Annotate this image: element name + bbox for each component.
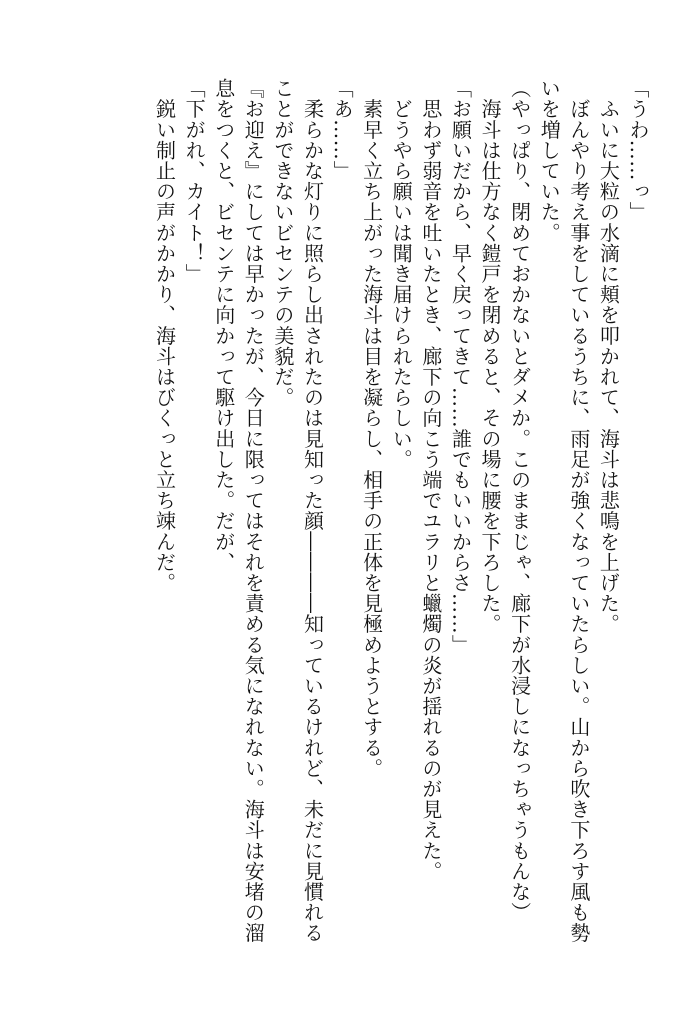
text-line: 鋭い制止の声がかかり、海斗はびくっと立ち竦んだ。 bbox=[152, 78, 177, 593]
text-line: いを増していた。 bbox=[537, 78, 562, 243]
text-line: 「下がれ、カイト！」 bbox=[182, 78, 207, 284]
text-line: 『お迎え』にしては早かったが、今日に限ってはそれを責める気になれない。海斗は安堵の溜 bbox=[241, 78, 266, 944]
text-line: 海斗は仕方なく鎧戸を閉めると、その場に腰を下ろした。 bbox=[478, 78, 503, 635]
text-line: 「お願いだから、早く戻ってきて……誰でもいいからさ……」 bbox=[448, 78, 473, 655]
text-line: ぼんやり考え事をしているうちに、雨足が強くなっていたらしい。山から吹き下ろす風も勢 bbox=[566, 78, 591, 944]
text-line: ことができないビセンテの美貌だ。 bbox=[270, 78, 295, 408]
text-line: 柔らかな灯りに照らし出されたのは見知った顔――――知っているけれど、未だに見慣れる bbox=[300, 78, 325, 944]
text-line: ふいに大粒の水滴に頬を叩かれて、海斗は悲鳴を上げた。 bbox=[596, 78, 621, 635]
vertical-text-block bbox=[149, 78, 652, 978]
text-line: 息をつくと、ビセンテに向かって駆け出した。だが、 bbox=[211, 78, 236, 573]
text-line: 「うわ……っ」 bbox=[626, 78, 650, 223]
text-line: （やっぱり、閉めておかないとダメか。このままじゃ、廊下が水浸しになっちゃうもんな） bbox=[507, 78, 532, 923]
text-line: 「あ……」 bbox=[330, 78, 355, 181]
text-line: どうやら願いは聞き届けられたらしい。 bbox=[389, 78, 414, 470]
text-line: 思わず弱音を吐いたとき、廊下の向こう端でユラリと蠟燭の炎が揺れるのが見えた。 bbox=[418, 78, 443, 882]
text-line: 素早く立ち上がった海斗は目を凝らし、相手の正体を見極めようとする。 bbox=[359, 78, 384, 779]
